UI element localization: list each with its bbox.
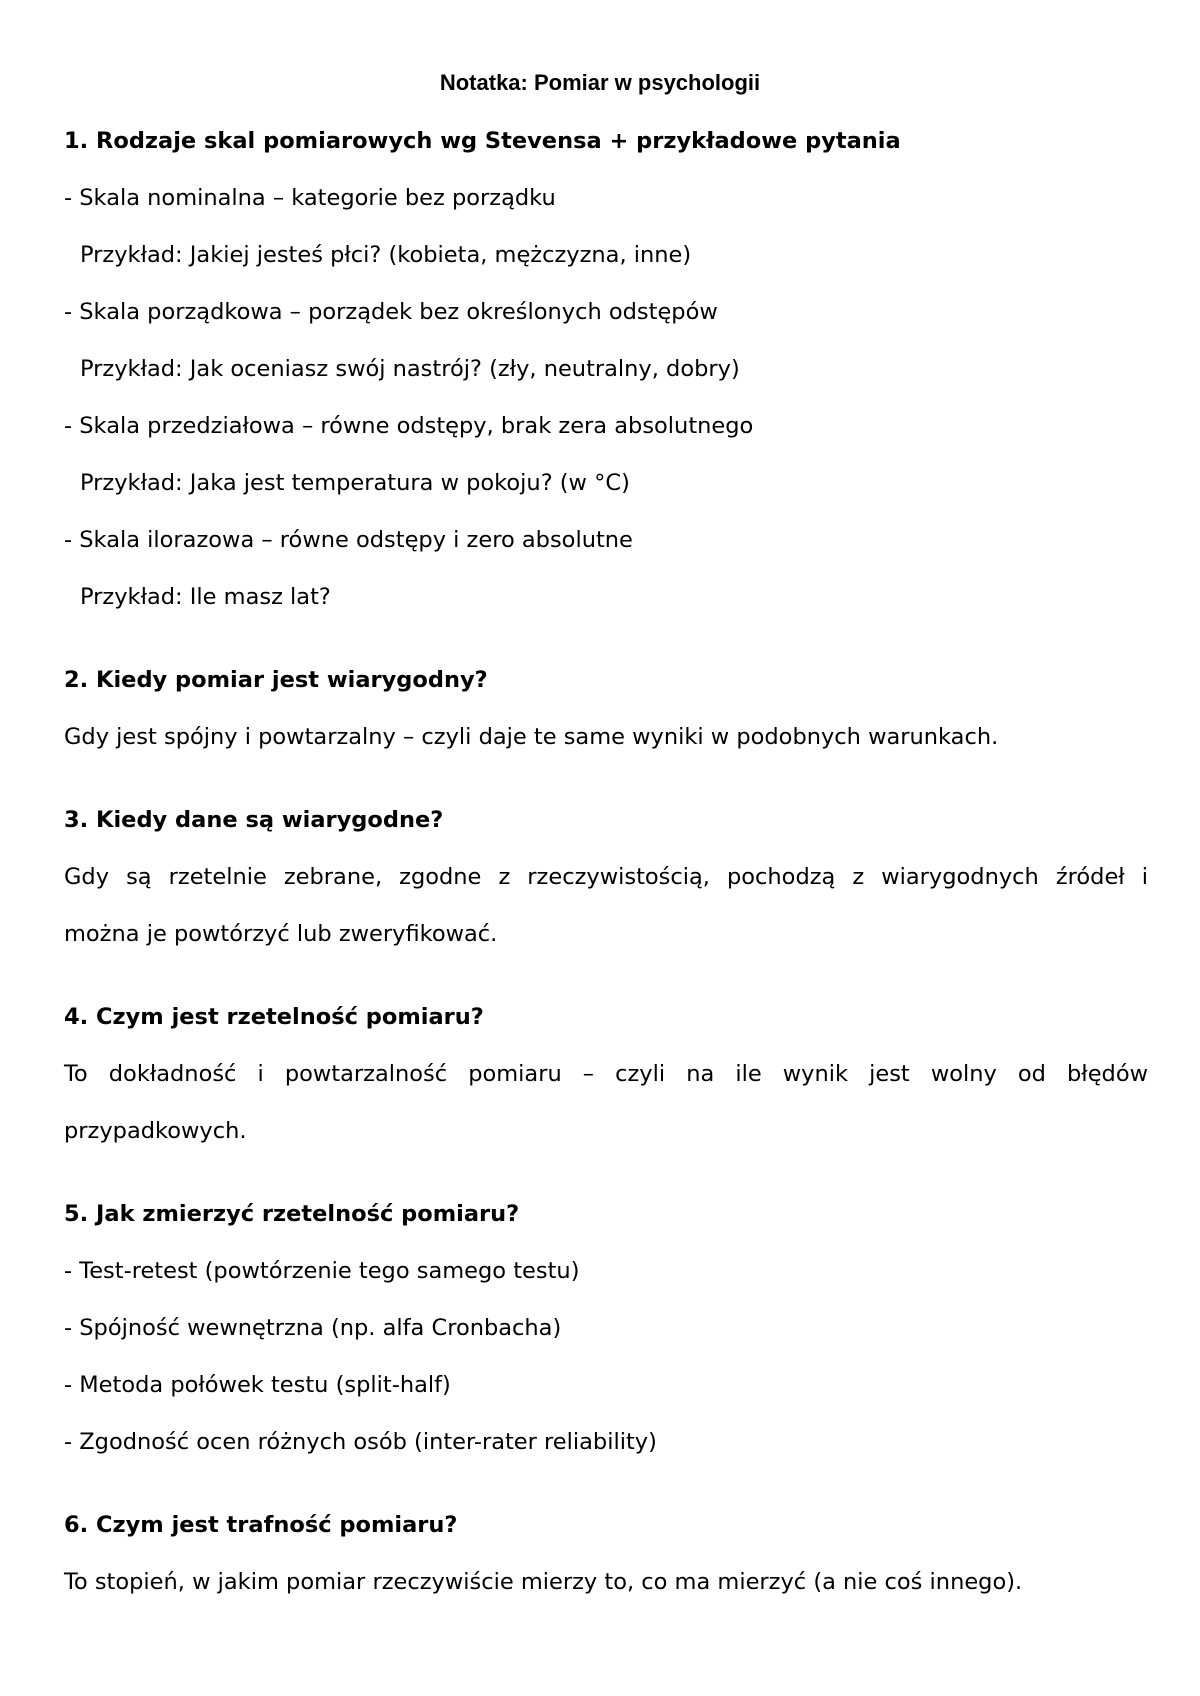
scale-interval-example: Przykład: Jaka jest temperatura w pokoju? (w °C): [80, 470, 630, 496]
section-3-body-line-2: można je powtórzyć lub zweryfikować.: [64, 921, 498, 947]
scale-ratio: - Skala ilorazowa – równe odstępy i zero absolutne: [64, 527, 633, 553]
scale-nominal-example: Przykład: Jakiej jesteś płci? (kobieta, mężczyzna, inne): [80, 242, 692, 268]
scale-nominal: - Skala nominalna – kategorie bez porządku: [64, 185, 556, 211]
section-6-heading: 6. Czym jest trafność pomiaru?: [64, 1512, 458, 1538]
list-item: - Zgodność ocen różnych osób (inter-rater reliability): [64, 1429, 657, 1455]
scale-ratio-example: Przykład: Ile masz lat?: [80, 584, 331, 610]
page-title: Notatka: Pomiar w psychologii: [439, 70, 761, 95]
scale-ordinal: - Skala porządkowa – porządek bez określonych odstępów: [64, 299, 718, 325]
list-item: - Spójność wewnętrzna (np. alfa Cronbacha): [64, 1315, 562, 1341]
section-4-heading: 4. Czym jest rzetelność pomiaru?: [64, 1004, 484, 1030]
section-5-heading: 5. Jak zmierzyć rzetelność pomiaru?: [64, 1201, 520, 1227]
list-item: - Metoda połówek testu (split-half): [64, 1372, 451, 1398]
scale-interval: - Skala przedziałowa – równe odstępy, brak zera absolutnego: [64, 413, 754, 439]
section-3-heading: 3. Kiedy dane są wiarygodne?: [64, 807, 444, 833]
section-4-body-line-2: przypadkowych.: [64, 1118, 247, 1144]
section-2-body: Gdy jest spójny i powtarzalny – czyli daje te same wyniki w podobnych warunkach.: [64, 724, 999, 750]
section-1-heading: 1. Rodzaje skal pomiarowych wg Stevensa + przykładowe pytania: [64, 128, 901, 154]
section-6-body: To stopień, w jakim pomiar rzeczywiście mierzy to, co ma mierzyć (a nie coś innego).: [64, 1569, 1023, 1595]
scale-ordinal-example: Przykład: Jak oceniasz swój nastrój? (zły, neutralny, dobry): [80, 356, 740, 382]
section-3-body-line-1: Gdy są rzetelnie zebrane, zgodne z rzeczywistością, pochodzą z wiarygodnych źródeł i: [64, 864, 1148, 890]
section-4-body-line-1: To dokładność i powtarzalność pomiaru – czyli na ile wynik jest wolny od błędów: [64, 1061, 1148, 1087]
list-item: - Test-retest (powtórzenie tego samego testu): [64, 1258, 580, 1284]
section-2-heading: 2. Kiedy pomiar jest wiarygodny?: [64, 667, 488, 693]
